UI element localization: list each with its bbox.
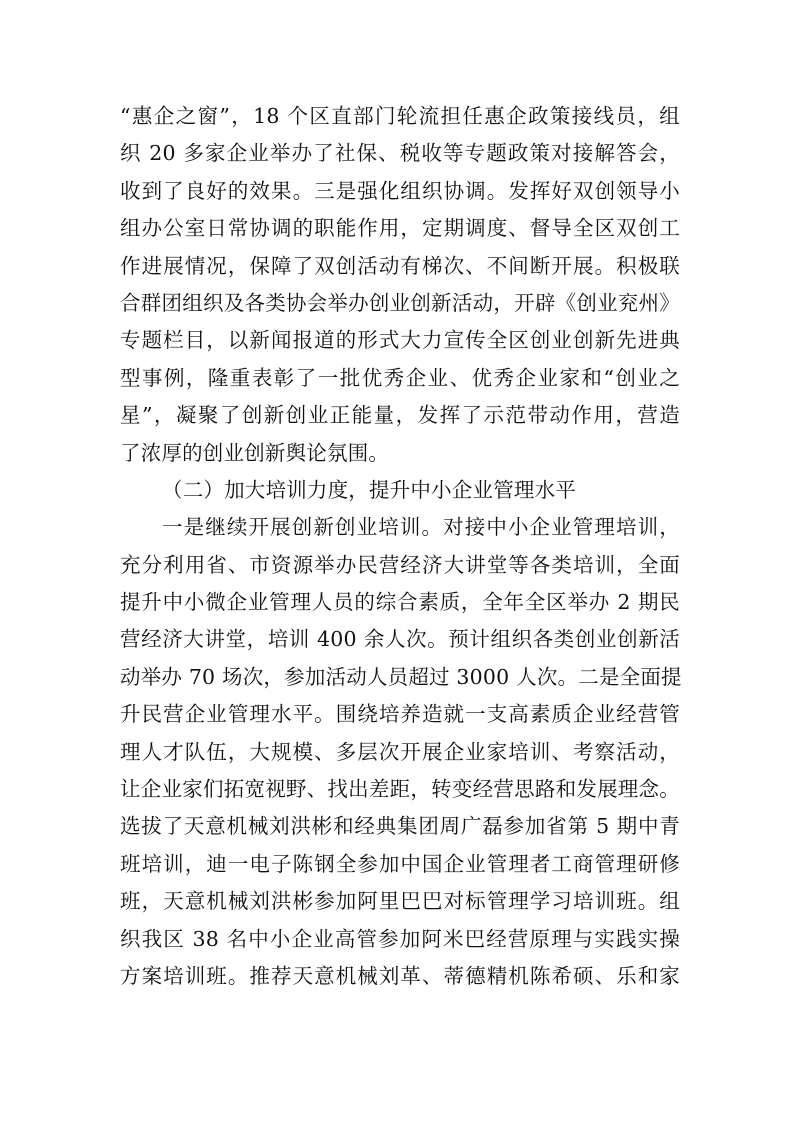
text-line: 作进展情况，保障了双创活动有梯次、不间断开展。积极联 [120, 253, 680, 278]
text-line: 让企业家们拓宽视野、找出差距，转变经营思路和发展理念。 [120, 777, 680, 802]
text-line: 选拔了天意机械刘洪彬和经典集团周广磊参加省第 5 期中青 [120, 814, 680, 839]
text-line: 组办公室日常协调的职能作用，定期调度、督导全区双创工 [120, 216, 680, 241]
text-line: 织我区 38 名中小企业高管参加阿米巴经营原理与实践实操 [120, 926, 680, 951]
body-text [120, 98, 680, 995]
section-heading: （二）加大培训力度，提升中小企业管理水平 [162, 477, 576, 502]
text-line: 收到了良好的效果。三是强化组织协调。发挥好双创领导小 [120, 178, 680, 203]
text-line: 型事例，隆重表彰了一批优秀企业、优秀企业家和“创业之 [120, 365, 680, 390]
text-line: 班培训，迪一电子陈钢全参加中国企业管理者工商管理研修 [120, 851, 680, 876]
text-line: 动举办 70 场次，参加活动人员超过 3000 人次。二是全面提 [120, 664, 682, 689]
text-line: 理人才队伍，大规模、多层次开展企业家培训、考察活动， [120, 739, 680, 764]
text-line: 织 20 多家企业举办了社保、税收等专题政策对接解答会， [120, 141, 680, 166]
text-line: “惠企之窗”，18 个区直部门轮流担任惠企政策接线员，组 [120, 104, 680, 128]
text-line: 了浓厚的创业创新舆论氛围。 [120, 440, 390, 465]
text-line: 一是继续开展创新创业培训。对接中小企业管理培训， [162, 515, 680, 540]
text-line: 充分利用省、市资源举办民营经济大讲堂等各类培训，全面 [120, 552, 680, 577]
text-line: 方案培训班。推荐天意机械刘革、蒂德精机陈希硕、乐和家 [120, 963, 680, 988]
text-line: 专题栏目，以新闻报道的形式大力宣传全区创业创新先进典 [120, 328, 680, 353]
text-line: 班，天意机械刘洪彬参加阿里巴巴对标管理学习培训班。组 [120, 889, 680, 914]
text-line: 升民营企业管理水平。围绕培养造就一支高素质企业经营管 [120, 702, 680, 727]
text-line: 星”，凝聚了创新创业正能量，发挥了示范带动作用，营造 [120, 403, 680, 428]
text-line: 合群团组织及各类协会举办创业创新活动，开辟《创业兖州》 [120, 290, 680, 315]
text-line: 提升中小微企业管理人员的综合素质，全年全区举办 2 期民 [120, 590, 680, 615]
text-line: 营经济大讲堂，培训 400 余人次。预计组织各类创业创新活 [120, 627, 680, 652]
